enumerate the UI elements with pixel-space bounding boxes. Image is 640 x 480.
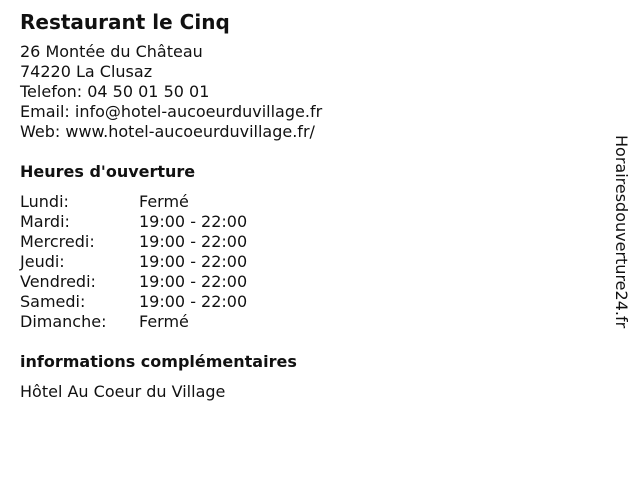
additional-info-heading: informations complémentaires xyxy=(20,352,297,371)
page-title: Restaurant le Cinq xyxy=(20,10,230,34)
hours-row-sunday xyxy=(20,312,600,332)
email-line: Email: info@hotel-aucoeurduvillage.fr xyxy=(20,102,323,121)
hours-day: Mercredi: xyxy=(20,232,95,251)
hours-time: 19:00 - 22:00 xyxy=(139,212,248,231)
address-line-2: 74220 La Clusaz xyxy=(20,62,153,81)
hours-time: 19:00 - 22:00 xyxy=(139,252,248,271)
address-line-1: 26 Montée du Château xyxy=(20,42,203,61)
hours-time: 19:00 - 22:00 xyxy=(139,292,248,311)
hours-day: Jeudi: xyxy=(20,252,65,271)
watermark-container xyxy=(610,135,632,350)
hours-row-thursday xyxy=(20,252,600,272)
hours-row-tuesday xyxy=(20,212,600,232)
additional-info-text: Hôtel Au Coeur du Village xyxy=(20,382,226,401)
phone-line: Telefon: 04 50 01 50 01 xyxy=(20,82,210,101)
hours-day: Vendredi: xyxy=(20,272,96,291)
hours-day: Mardi: xyxy=(20,212,70,231)
site-watermark: Horairesdouverture24.fr xyxy=(612,135,631,329)
opening-hours-heading: Heures d'ouverture xyxy=(20,162,196,181)
hours-day: Dimanche: xyxy=(20,312,107,331)
web-line: Web: www.hotel-aucoeurduvillage.fr/ xyxy=(20,122,315,141)
hours-row-wednesday xyxy=(20,232,600,252)
restaurant-details xyxy=(20,10,600,402)
hours-time: Fermé xyxy=(139,192,189,211)
hours-time: 19:00 - 22:00 xyxy=(139,272,248,291)
hours-row-friday xyxy=(20,272,600,292)
hours-day: Samedi: xyxy=(20,292,86,311)
hours-row-saturday xyxy=(20,292,600,312)
hours-time: 19:00 - 22:00 xyxy=(139,232,248,251)
hours-day: Lundi: xyxy=(20,192,69,211)
hours-time: Fermé xyxy=(139,312,189,331)
hours-row-monday xyxy=(20,192,600,212)
